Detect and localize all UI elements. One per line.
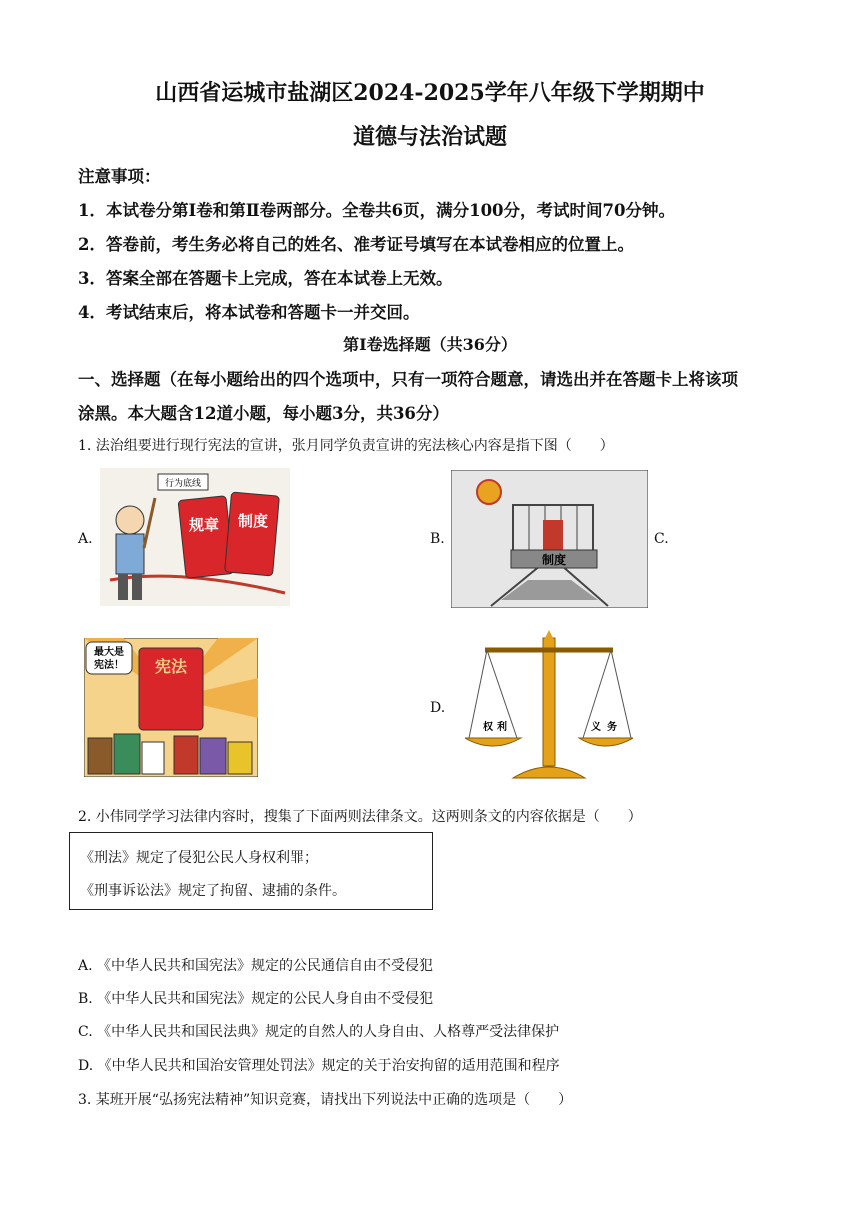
bubble-text: 最大是 [94, 647, 124, 658]
notice-item: 4．考试结束后，将本试卷和答题卡一并交回。 [78, 303, 420, 322]
section-instruction: 涂黑。本大题含12道小题，每小题3分，共36分） [78, 404, 449, 423]
scale-text: 利 [497, 722, 507, 733]
q2-option-c: C. 《中华人民共和国民法典》规定的自然人的人身自由、人格尊严受法律保护 [78, 1024, 560, 1040]
law-clause: 《刑事诉讼法》规定了拘留、逮捕的条件。 [80, 883, 346, 899]
q1-option-b-label: B. [430, 531, 445, 547]
law-clause-box [69, 832, 433, 910]
notice-item: 2．答卷前，考生务必将自己的姓名、准考证号填写在本试卷相应的位置上。 [78, 235, 634, 254]
cage-text: 制度 [541, 553, 567, 567]
bubble-text: 宪法！ [94, 660, 124, 671]
q2-option-a: A. 《中华人民共和国宪法》规定的公民通信自由不受侵犯 [78, 958, 434, 974]
exam-title-line2: 道德与法治试题 [352, 124, 507, 150]
constitution-text: 宪法 [154, 657, 188, 676]
notice-heading: 注意事项： [78, 167, 161, 186]
q2-option-b: B. 《中华人民共和国宪法》规定的公民人身自由不受侵犯 [78, 991, 434, 1007]
section-title: 第Ⅰ卷选择题（共36分） [343, 335, 517, 354]
q1-option-a-label: A. [78, 531, 93, 547]
exam-title-line1: 山西省运城市盐湖区2024-2025学年八年级下学期期中 [155, 80, 705, 106]
sign-text: 行为底线 [164, 479, 202, 489]
q1-image-a [100, 468, 290, 606]
notice-item: 3．答案全部在答题卡上完成，答在本试卷上无效。 [78, 269, 453, 288]
book-text: 制度 [237, 512, 269, 530]
q2-option-d: D. 《中华人民共和国治安管理处罚法》规定的关于治安拘留的适用范围和程序 [78, 1058, 560, 1074]
book-text: 规章 [188, 516, 220, 534]
question-3-stem: 3. 某班开展“弘扬宪法精神”知识竞赛，请找出下列说法中正确的选项是（ ） [78, 1092, 573, 1108]
q1-image-c [84, 638, 258, 777]
scale-text: 务 [607, 722, 617, 733]
section-instruction: 一、选择题（在每小题给出的四个选项中，只有一项符合题意，请选出并在答题卡上将该项 [78, 370, 738, 389]
scale-text: 义 [591, 722, 601, 733]
notice-item: 1．本试卷分第Ⅰ卷和第Ⅱ卷两部分。全卷共6页，满分100分，考试时间70分钟。 [78, 201, 675, 220]
law-clause: 《刑法》规定了侵犯公民人身权利罪； [80, 850, 318, 866]
question-2-stem: 2. 小伟同学学习法律内容时，搜集了下面两则法律条文。这两则条文的内容依据是（ ） [78, 809, 642, 825]
scale-text: 权 [483, 722, 493, 733]
q1-image-d [465, 628, 633, 786]
q1-image-b [451, 470, 648, 608]
q1-option-d-label: D. [430, 700, 446, 716]
q1-option-c-label: C. [654, 531, 669, 547]
question-1-stem: 1. 法治组要进行现行宪法的宣讲，张月同学负责宣讲的宪法核心内容是指下图（ ） [78, 438, 614, 454]
